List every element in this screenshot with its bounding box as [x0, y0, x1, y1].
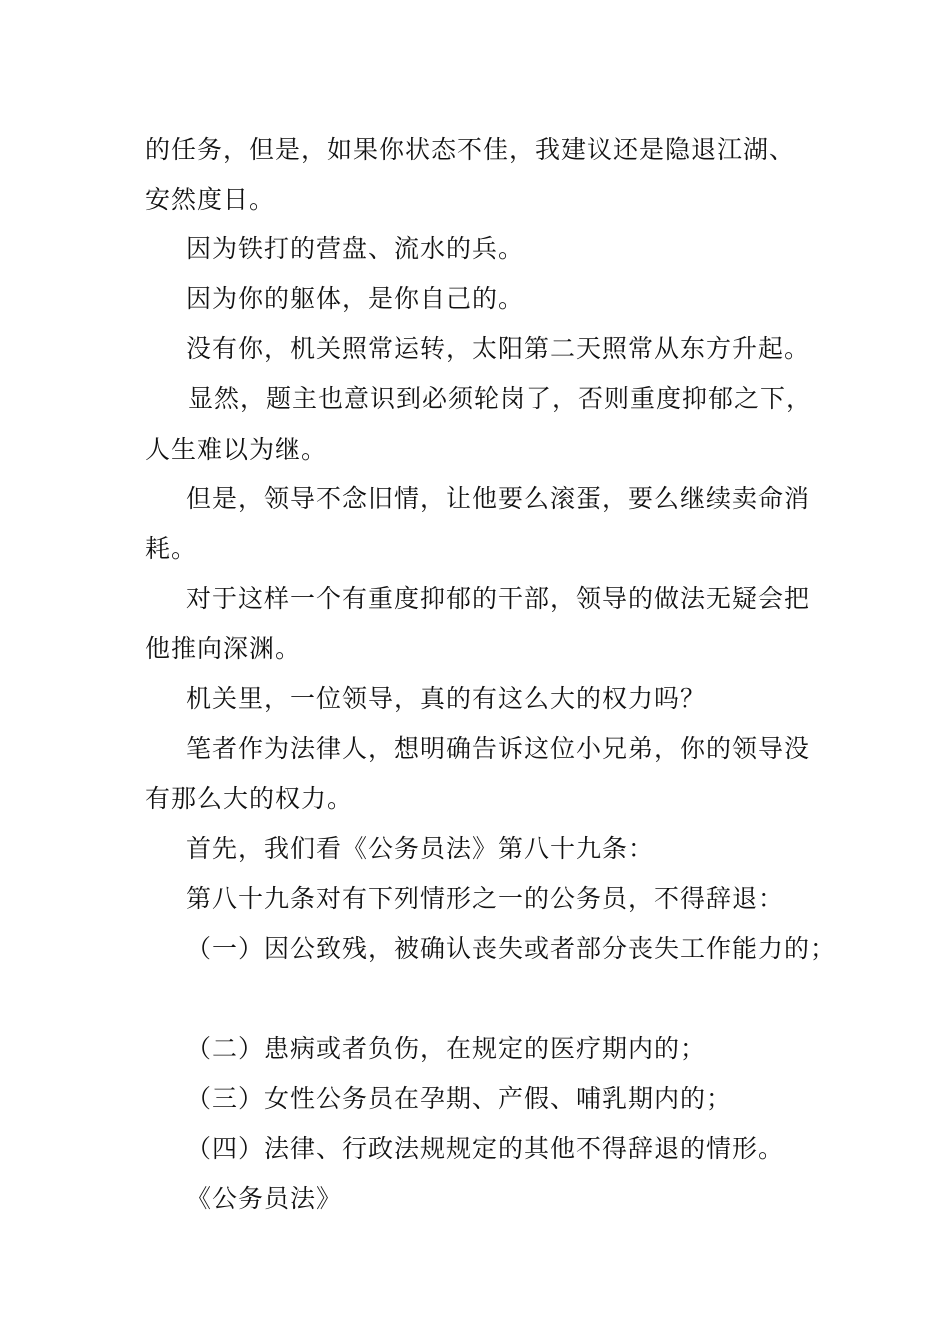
text-line: 的任务，但是，如果你状态不佳，我建议还是隐退江湖、	[145, 135, 796, 164]
text-line: 对于这样一个有重度抑郁的干部，领导的做法无疑会把	[186, 584, 811, 613]
text-line: （一）因公致残，被确认丧失或者部分丧失工作能力的；	[186, 934, 837, 963]
text-line: 耗。	[145, 534, 198, 563]
text-line: 笔者作为法律人，想明确告诉这位小兄弟，你的领导没	[186, 734, 811, 763]
text-line: 因为你的躯体，是你自己的。	[186, 284, 525, 313]
text-line: 机关里，一位领导，真的有这么大的权力吗？	[186, 684, 707, 713]
text-line: 他推向深渊。	[145, 634, 302, 663]
text-line: （四）法律、行政法规规定的其他不得辞退的情形。	[186, 1134, 785, 1163]
text-line: 有那么大的权力。	[145, 784, 354, 813]
text-line: 因为铁打的营盘、流水的兵。	[186, 234, 525, 263]
text-line: （三）女性公务员在孕期、产假、哺乳期内的；	[186, 1084, 733, 1113]
text-line: 首先，我们看《公务员法》第八十九条：	[186, 834, 655, 863]
text-line: 《公务员法》	[186, 1184, 343, 1213]
text-line: 安然度日。	[145, 185, 276, 214]
text-line: 人生难以为继。	[145, 435, 328, 464]
text-line: 显然，题主也意识到必须轮岗了，否则重度抑郁之下，	[188, 384, 813, 413]
text-line: 第八十九条对有下列情形之一的公务员，不得辞退：	[186, 884, 785, 913]
text-line: 没有你，机关照常运转，太阳第二天照常从东方升起。	[186, 334, 811, 363]
text-line: （二）患病或者负伤，在规定的医疗期内的；	[186, 1034, 707, 1063]
text-line: 但是，领导不念旧情，让他要么滚蛋，要么继续卖命消	[186, 484, 811, 513]
